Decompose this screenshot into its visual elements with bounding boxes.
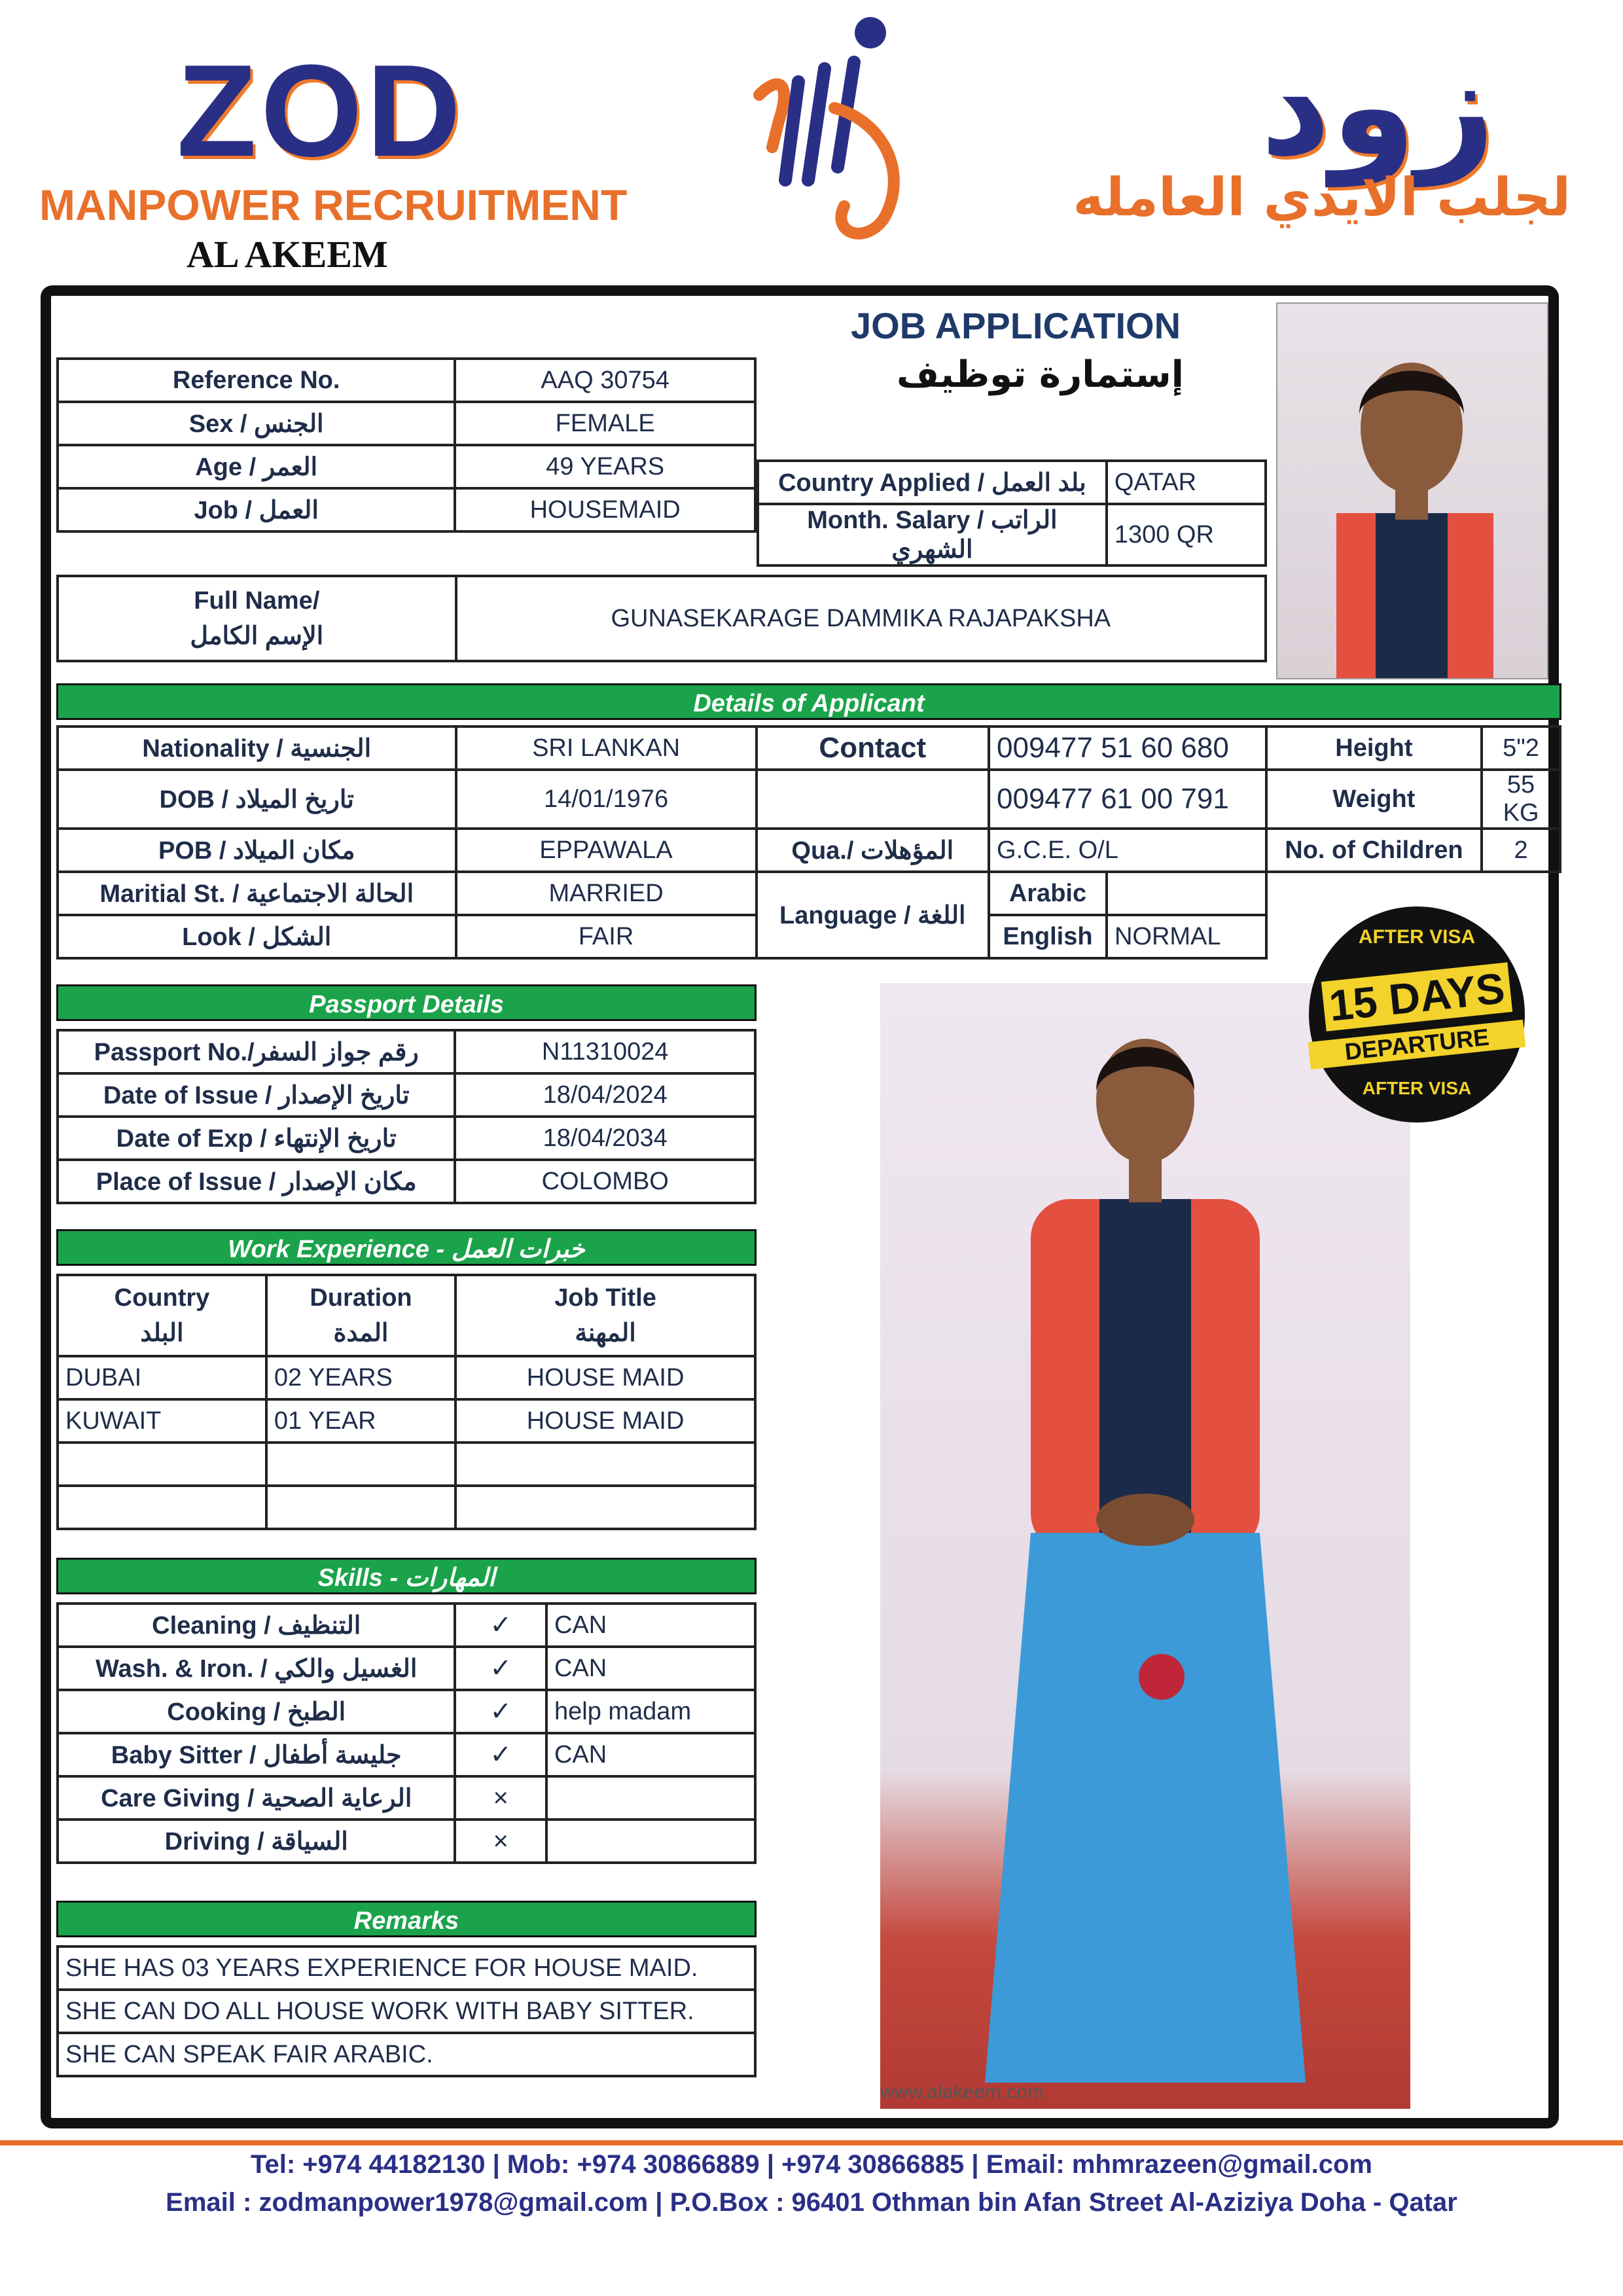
age-value: 49 YEARS [455,445,755,488]
country-applied-label: Country Applied / بلد العمل [758,461,1107,504]
full-name-table [56,575,1267,662]
exp-duration: 01 YEAR [266,1399,455,1443]
col-job-title [455,1275,755,1356]
table-row [58,1690,755,1733]
footer-contact-line1: Tel: +974 44182130 | Mob: +974 30866889 | +974 30866885 | Email: mhmrazeen@gmail.com [251,2150,1372,2179]
skill-label: Cleaning / التنظيف [58,1604,455,1647]
language-label: Language / اللغة [757,872,989,958]
full-name-label [58,576,456,661]
branch-name: AL AKEEM [187,233,388,276]
skill-value: CAN [546,1647,755,1690]
issue-date-label: Date of Issue / تاريخ الإصدار [58,1073,455,1117]
skill-mark: ✓ [455,1604,546,1647]
remark-line: SHE HAS 03 YEARS EXPERIENCE FOR HOUSE MAID. [58,1946,755,1990]
full-name-label-en: Full Name/ [194,587,320,615]
contact-1: 009477 51 60 680 [989,726,1266,770]
table-row [58,1604,755,1647]
skill-label: Wash. & Iron. / الغسيل والكي [58,1647,455,1690]
skill-label: Baby Sitter / جليسة أطفال [58,1733,455,1776]
look-value: FAIR [456,915,757,958]
exp-duration: 02 YEARS [266,1356,455,1399]
exp-duration [266,1486,455,1529]
skills-table [56,1602,757,1864]
col-job-en: Job Title [554,1284,656,1312]
table-row [58,1647,755,1690]
reference-label: Reference No. [58,359,455,402]
skill-mark: ✓ [455,1690,546,1733]
basic-info-table [56,357,757,533]
exp-country [58,1486,266,1529]
brand-logo-text: ZOD [177,38,465,184]
badge-sub-text: DEPARTURE [1308,1020,1526,1069]
issue-date-value: 18/04/2024 [455,1073,755,1117]
remark-line: SHE CAN DO ALL HOUSE WORK WITH BABY SITTER. [58,1990,755,2033]
marital-value: MARRIED [456,872,757,915]
page-title: JOB APPLICATION [851,305,1181,346]
table-row [58,1399,755,1443]
photo-watermark: www.alakeem.com [880,2081,1044,2103]
exp-country: DUBAI [58,1356,266,1399]
dob-label: DOB / تاريخ الميلاد [58,770,456,829]
exp-country [58,1443,266,1486]
children-label: No. of Children [1266,829,1482,872]
applicant-full-photo [880,983,1410,2109]
reference-value: AAQ 30754 [455,359,755,402]
age-label: Age / العمر [58,445,455,488]
salary-value: 1300 QR [1107,504,1266,565]
brand-tagline-arabic: لجلب الايدي العامله [1073,167,1571,228]
skill-mark: × [455,1776,546,1820]
details-header: Details of Applicant [56,683,1561,720]
english-value: NORMAL [1107,915,1266,958]
brand-logo-arabic: زود [1260,26,1495,187]
full-name-label-ar: الإسم الكامل [190,622,324,650]
col-job-ar: المهنة [575,1319,636,1347]
children-value: 2 [1482,829,1560,872]
col-country-en: Country [114,1284,210,1312]
col-country-ar: البلد [140,1319,184,1347]
place-of-issue-value: COLOMBO [455,1160,755,1203]
brand-tagline: MANPOWER RECRUITMENT [39,181,628,229]
sex-label: Sex / الجنس [58,402,455,445]
footer-divider [0,2140,1623,2145]
badge-bottom-text: AFTER VISA [1362,1078,1472,1098]
skill-label: Driving / السياقة [58,1820,455,1863]
place-of-issue-label: Place of Issue / مكان الإصدار [58,1160,455,1203]
company-logo-icon [733,10,929,259]
badge-main-text: 15 DAYS [1321,962,1512,1031]
skill-mark: × [455,1820,546,1863]
exp-duration [266,1443,455,1486]
arabic-value [1107,872,1266,915]
pob-value: EPPAWALA [456,829,757,872]
expiry-date-label: Date of Exp / تاريخ الإنتهاء [58,1117,455,1160]
applicant-portrait [1276,302,1548,679]
departure-badge [1309,906,1525,1122]
remark-line: SHE CAN SPEAK FAIR ARABIC. [58,2033,755,2076]
passport-no-label: Passport No./رقم جواز السفر [58,1030,455,1073]
expiry-date-value: 18/04/2034 [455,1117,755,1160]
skill-mark: ✓ [455,1647,546,1690]
skill-value [546,1820,755,1863]
marital-label: Maritial St. / الحالة الاجتماعية [58,872,456,915]
skill-value: help madam [546,1690,755,1733]
exp-job: HOUSE MAID [455,1399,755,1443]
arabic-label: Arabic [989,872,1107,915]
skill-mark: ✓ [455,1733,546,1776]
table-row [58,1820,755,1863]
qualification-label: Qua./ المؤهلات [757,829,989,872]
exp-job: HOUSE MAID [455,1356,755,1399]
page-title-arabic: إستمارة توظيف [897,353,1184,396]
footer-contact-line2: Email : zodmanpower1978@gmail.com | P.O.Box : 96401 Othman bin Afan Street Al-Aziziya Doha - Qatar [166,2188,1457,2217]
table-row [58,1776,755,1820]
english-label: English [989,915,1107,958]
passport-header: Passport Details [56,984,757,1021]
look-label: Look / الشكل [58,915,456,958]
height-label: Height [1266,726,1482,770]
col-duration-ar: المدة [333,1319,389,1347]
table-row [58,1733,755,1776]
passport-no-value: N11310024 [455,1030,755,1073]
col-country [58,1275,266,1356]
country-applied-value: QATAR [1107,461,1266,504]
job-label: Job / العمل [58,488,455,531]
passport-table [56,1029,757,1204]
weight-value: 55 KG [1482,770,1560,829]
col-duration [266,1275,455,1356]
remarks-header: Remarks [56,1901,757,1937]
experience-table [56,1274,757,1530]
table-row [58,1443,755,1486]
exp-job [455,1443,755,1486]
skill-label: Care Giving / الرعاية الصحية [58,1776,455,1820]
skill-value [546,1776,755,1820]
contact-label: Contact [757,726,989,770]
salary-label: Month. Salary / الراتب الشهري [758,504,1107,565]
pob-label: POB / مكان الميلاد [58,829,456,872]
skills-header: Skills - المهارات [56,1558,757,1594]
experience-header: Work Experience - خبرات العمل [56,1229,757,1266]
exp-job [455,1486,755,1529]
exp-country: KUWAIT [58,1399,266,1443]
full-name-value: GUNASEKARAGE DAMMIKA RAJAPAKSHA [456,576,1266,661]
badge-top-text: AFTER VISA [1358,926,1476,948]
nationality-value: SRI LANKAN [456,726,757,770]
skill-value: CAN [546,1733,755,1776]
details-table [56,725,1561,960]
height-value: 5"2 [1482,726,1560,770]
dob-value: 14/01/1976 [456,770,757,829]
skill-value: CAN [546,1604,755,1647]
nationality-label: Nationality / الجنسية [58,726,456,770]
table-row [58,1356,755,1399]
qualification-value: G.C.E. O/L [989,829,1266,872]
job-value: HOUSEMAID [455,488,755,531]
remarks-table [56,1945,757,2077]
skill-label: Cooking / الطبخ [58,1690,455,1733]
country-salary-table [757,459,1267,567]
sex-value: FEMALE [455,402,755,445]
weight-label: Weight [1266,770,1482,829]
col-duration-en: Duration [310,1284,412,1312]
contact-2: 009477 61 00 791 [989,770,1266,829]
table-row [58,1486,755,1529]
